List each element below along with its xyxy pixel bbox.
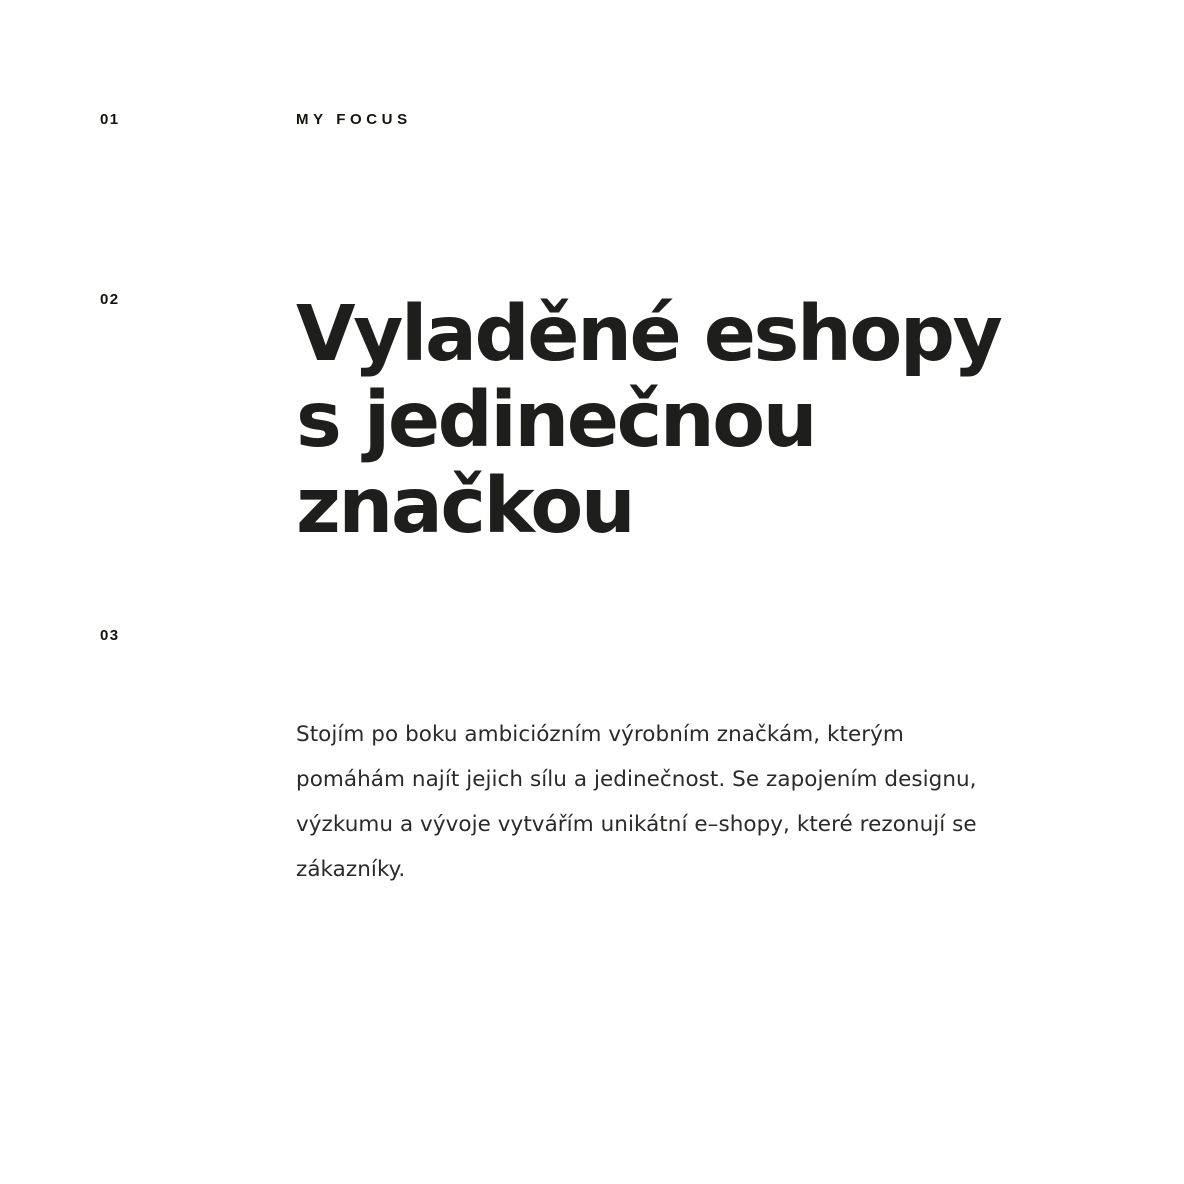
section-headline [0,292,1184,551]
page-title [296,292,1074,551]
section-marker-02: 02 [100,291,120,308]
section-description [0,628,1184,893]
section-marker-01: 01 [100,111,120,128]
description-paragraph: Stojím po boku ambiciózním výrobním značkám, kterým pomáhám najít jejich sílu a jedinečnost. Se zapojením designu, výzkumu a vývoje vytvářím unikátní e–shopy, které rezonují se zákazníky. [296,722,977,883]
headline-line-3: značkou [296,462,634,552]
section-my-focus [0,112,1184,127]
headline-line-1: Vyladěné eshopy [296,290,1001,379]
eyebrow-label: MY FOCUS [296,111,412,128]
section-marker-03: 03 [100,627,120,644]
section-content-02 [296,292,1184,551]
section-content-03 [296,628,1184,893]
headline-line-2: s jedinečnou [296,376,816,466]
section-content-01 [296,112,1184,127]
